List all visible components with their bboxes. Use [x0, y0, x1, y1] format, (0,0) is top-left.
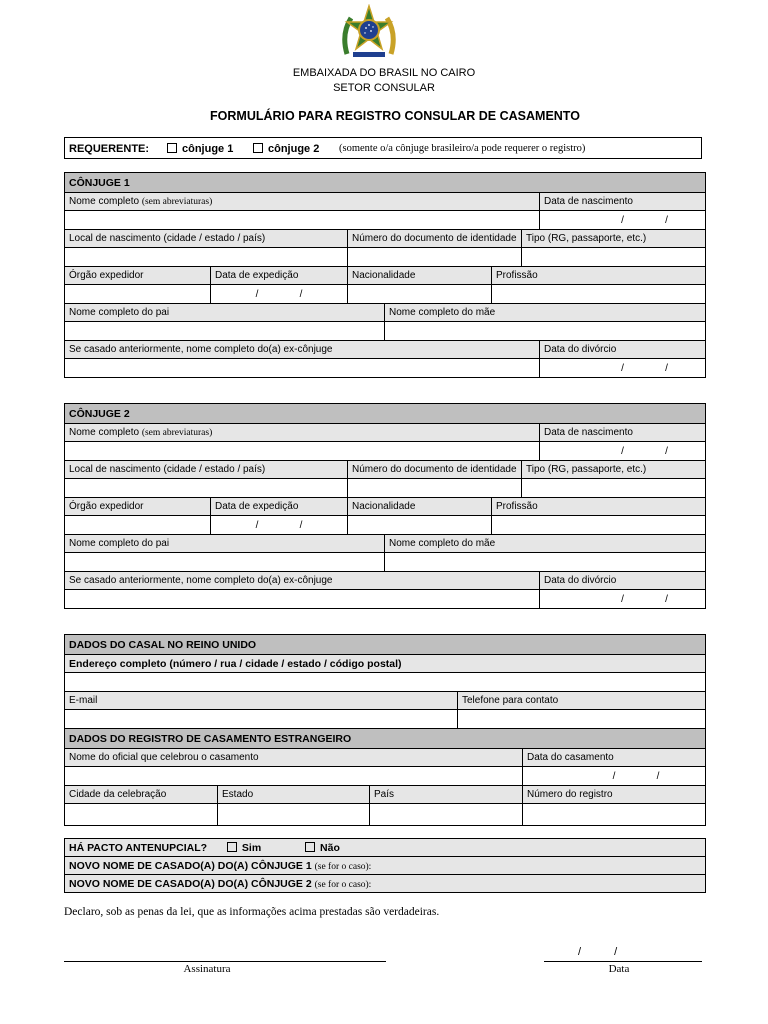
input-nacionalidade[interactable]: [348, 285, 492, 304]
option-sim[interactable]: Sim: [227, 842, 261, 854]
casal-section: [64, 634, 706, 826]
label-nome-completo: Nome completo (sem abreviaturas): [65, 193, 540, 211]
conjuge-1-title: CÔNJUGE 1: [65, 173, 706, 193]
requerente-box: [64, 137, 702, 159]
label-local-nascimento: Local de nascimento (cidade / estado / país): [65, 461, 348, 479]
input-email[interactable]: [65, 710, 458, 729]
label-ex-conjuge: Se casado anteriormente, nome completo do(a) ex-cônjuge: [65, 572, 540, 590]
input-profissao[interactable]: [492, 516, 706, 535]
input-telefone[interactable]: [458, 710, 706, 729]
label-orgao-expedidor: Órgão expedidor: [65, 267, 211, 285]
input-pais[interactable]: [370, 804, 523, 826]
form-title: FORMULÁRIO PARA REGISTRO CONSULAR DE CASAMENTO: [210, 109, 580, 123]
input-nome-pai[interactable]: [65, 322, 385, 341]
input-data-nascimento[interactable]: / /: [540, 211, 706, 230]
option-nao[interactable]: Não: [305, 842, 340, 854]
input-nome-mae[interactable]: [385, 553, 706, 572]
input-ex-conjuge[interactable]: [65, 590, 540, 609]
label-email: E-mail: [65, 692, 458, 710]
label-profissao: Profissão: [492, 498, 706, 516]
label-data-divorcio: Data do divórcio: [540, 341, 706, 359]
conjuge-2-title: CÔNJUGE 2: [65, 404, 706, 424]
input-nacionalidade[interactable]: [348, 516, 492, 535]
input-num-registro[interactable]: [523, 804, 706, 826]
label-oficial: Nome do oficial que celebrou o casamento: [65, 749, 523, 767]
label-cidade-celebracao: Cidade da celebração: [65, 786, 218, 804]
requerente-label: REQUERENTE:: [69, 143, 150, 155]
input-data-expedicao[interactable]: / /: [211, 285, 348, 304]
label-tipo-documento: Tipo (RG, passaporte, etc.): [522, 461, 706, 479]
label-data-nascimento: Data de nascimento: [540, 424, 706, 442]
label-profissao: Profissão: [492, 267, 706, 285]
label-ex-conjuge: Se casado anteriormente, nome completo do(a) ex-cônjuge: [65, 341, 540, 359]
input-profissao[interactable]: [492, 285, 706, 304]
date-label: Data: [608, 963, 630, 975]
input-endereco[interactable]: [65, 673, 706, 692]
sector-name: SETOR CONSULAR: [333, 82, 435, 94]
label-nome-pai: Nome completo do pai: [65, 304, 385, 322]
input-data-expedicao[interactable]: / /: [211, 516, 348, 535]
input-oficial[interactable]: [65, 767, 523, 786]
input-data-casamento[interactable]: / /: [523, 767, 706, 786]
date-line[interactable]: [544, 961, 702, 962]
casal-title: DADOS DO CASAL NO REINO UNIDO: [65, 635, 706, 655]
conjuge-2-section: [64, 403, 706, 609]
label-data-expedicao: Data de expedição: [211, 267, 348, 285]
label-data-casamento: Data do casamento: [523, 749, 706, 767]
pacto-section: [64, 838, 706, 893]
checkbox-icon[interactable]: [305, 842, 315, 852]
input-nome-mae[interactable]: [385, 322, 706, 341]
input-nome-completo[interactable]: [65, 211, 540, 230]
input-ex-conjuge[interactable]: [65, 359, 540, 378]
label-num-documento: Número do documento de identidade: [348, 461, 522, 479]
label-num-documento: Número do documento de identidade: [348, 230, 522, 248]
label-local-nascimento: Local de nascimento (cidade / estado / país): [65, 230, 348, 248]
label-nome-completo: Nome completo (sem abreviaturas): [65, 424, 540, 442]
input-orgao-expedidor[interactable]: [65, 285, 211, 304]
signature-line[interactable]: [64, 961, 386, 962]
checkbox-icon[interactable]: [227, 842, 237, 852]
input-num-documento[interactable]: [348, 479, 522, 498]
label-nome-mae: Nome completo do mãe: [385, 535, 706, 553]
input-num-documento[interactable]: [348, 248, 522, 267]
option-conjuge-1[interactable]: cônjuge 1: [167, 143, 233, 155]
embassy-name: EMBAIXADA DO BRASIL NO CAIRO: [292, 67, 476, 79]
label-tipo-documento: Tipo (RG, passaporte, etc.): [522, 230, 706, 248]
date-slashes: / /: [578, 946, 618, 958]
registro-title: DADOS DO REGISTRO DE CASAMENTO ESTRANGEIRO: [65, 729, 706, 749]
input-data-nascimento[interactable]: / /: [540, 442, 706, 461]
input-local-nascimento[interactable]: [65, 248, 348, 267]
pacto-question: HÁ PACTO ANTENUPCIAL? Sim Não: [65, 839, 706, 857]
label-data-expedicao: Data de expedição: [211, 498, 348, 516]
label-data-divorcio: Data do divórcio: [540, 572, 706, 590]
input-nome-completo[interactable]: [65, 442, 540, 461]
label-orgao-expedidor: Órgão expedidor: [65, 498, 211, 516]
checkbox-icon[interactable]: [167, 143, 177, 153]
label-nacionalidade: Nacionalidade: [348, 498, 492, 516]
label-nome-pai: Nome completo do pai: [65, 535, 385, 553]
label-telefone: Telefone para contato: [458, 692, 706, 710]
novo-nome-conjuge-1[interactable]: NOVO NOME DE CASADO(A) DO(A) CÔNJUGE 1 (se for o caso):: [65, 857, 706, 875]
input-local-nascimento[interactable]: [65, 479, 348, 498]
declaration-text: Declaro, sob as penas da lei, que as informações acima prestadas são verdadeiras.: [64, 906, 440, 918]
input-estado[interactable]: [218, 804, 370, 826]
option-conjuge-2[interactable]: cônjuge 2: [253, 143, 319, 155]
signature-label: Assinatura: [183, 963, 231, 975]
input-data-divorcio[interactable]: / /: [540, 590, 706, 609]
requerente-note: (somente o/a cônjuge brasileiro/a pode requerer o registro): [339, 143, 586, 154]
brazil-coat-of-arms-icon: [339, 4, 399, 64]
input-data-divorcio[interactable]: / /: [540, 359, 706, 378]
novo-nome-conjuge-2[interactable]: NOVO NOME DE CASADO(A) DO(A) CÔNJUGE 2 (se for o caso):: [65, 875, 706, 893]
label-nacionalidade: Nacionalidade: [348, 267, 492, 285]
label-data-nascimento: Data de nascimento: [540, 193, 706, 211]
input-tipo-documento[interactable]: [522, 248, 706, 267]
input-nome-pai[interactable]: [65, 553, 385, 572]
input-tipo-documento[interactable]: [522, 479, 706, 498]
label-nome-mae: Nome completo do mãe: [385, 304, 706, 322]
input-orgao-expedidor[interactable]: [65, 516, 211, 535]
label-endereco: Endereço completo (número / rua / cidade / estado / código postal): [65, 655, 706, 673]
checkbox-icon[interactable]: [253, 143, 263, 153]
input-cidade-celebracao[interactable]: [65, 804, 218, 826]
label-num-registro: Número do registro: [523, 786, 706, 804]
conjuge-1-section: [64, 172, 706, 378]
label-pais: País: [370, 786, 523, 804]
label-estado: Estado: [218, 786, 370, 804]
